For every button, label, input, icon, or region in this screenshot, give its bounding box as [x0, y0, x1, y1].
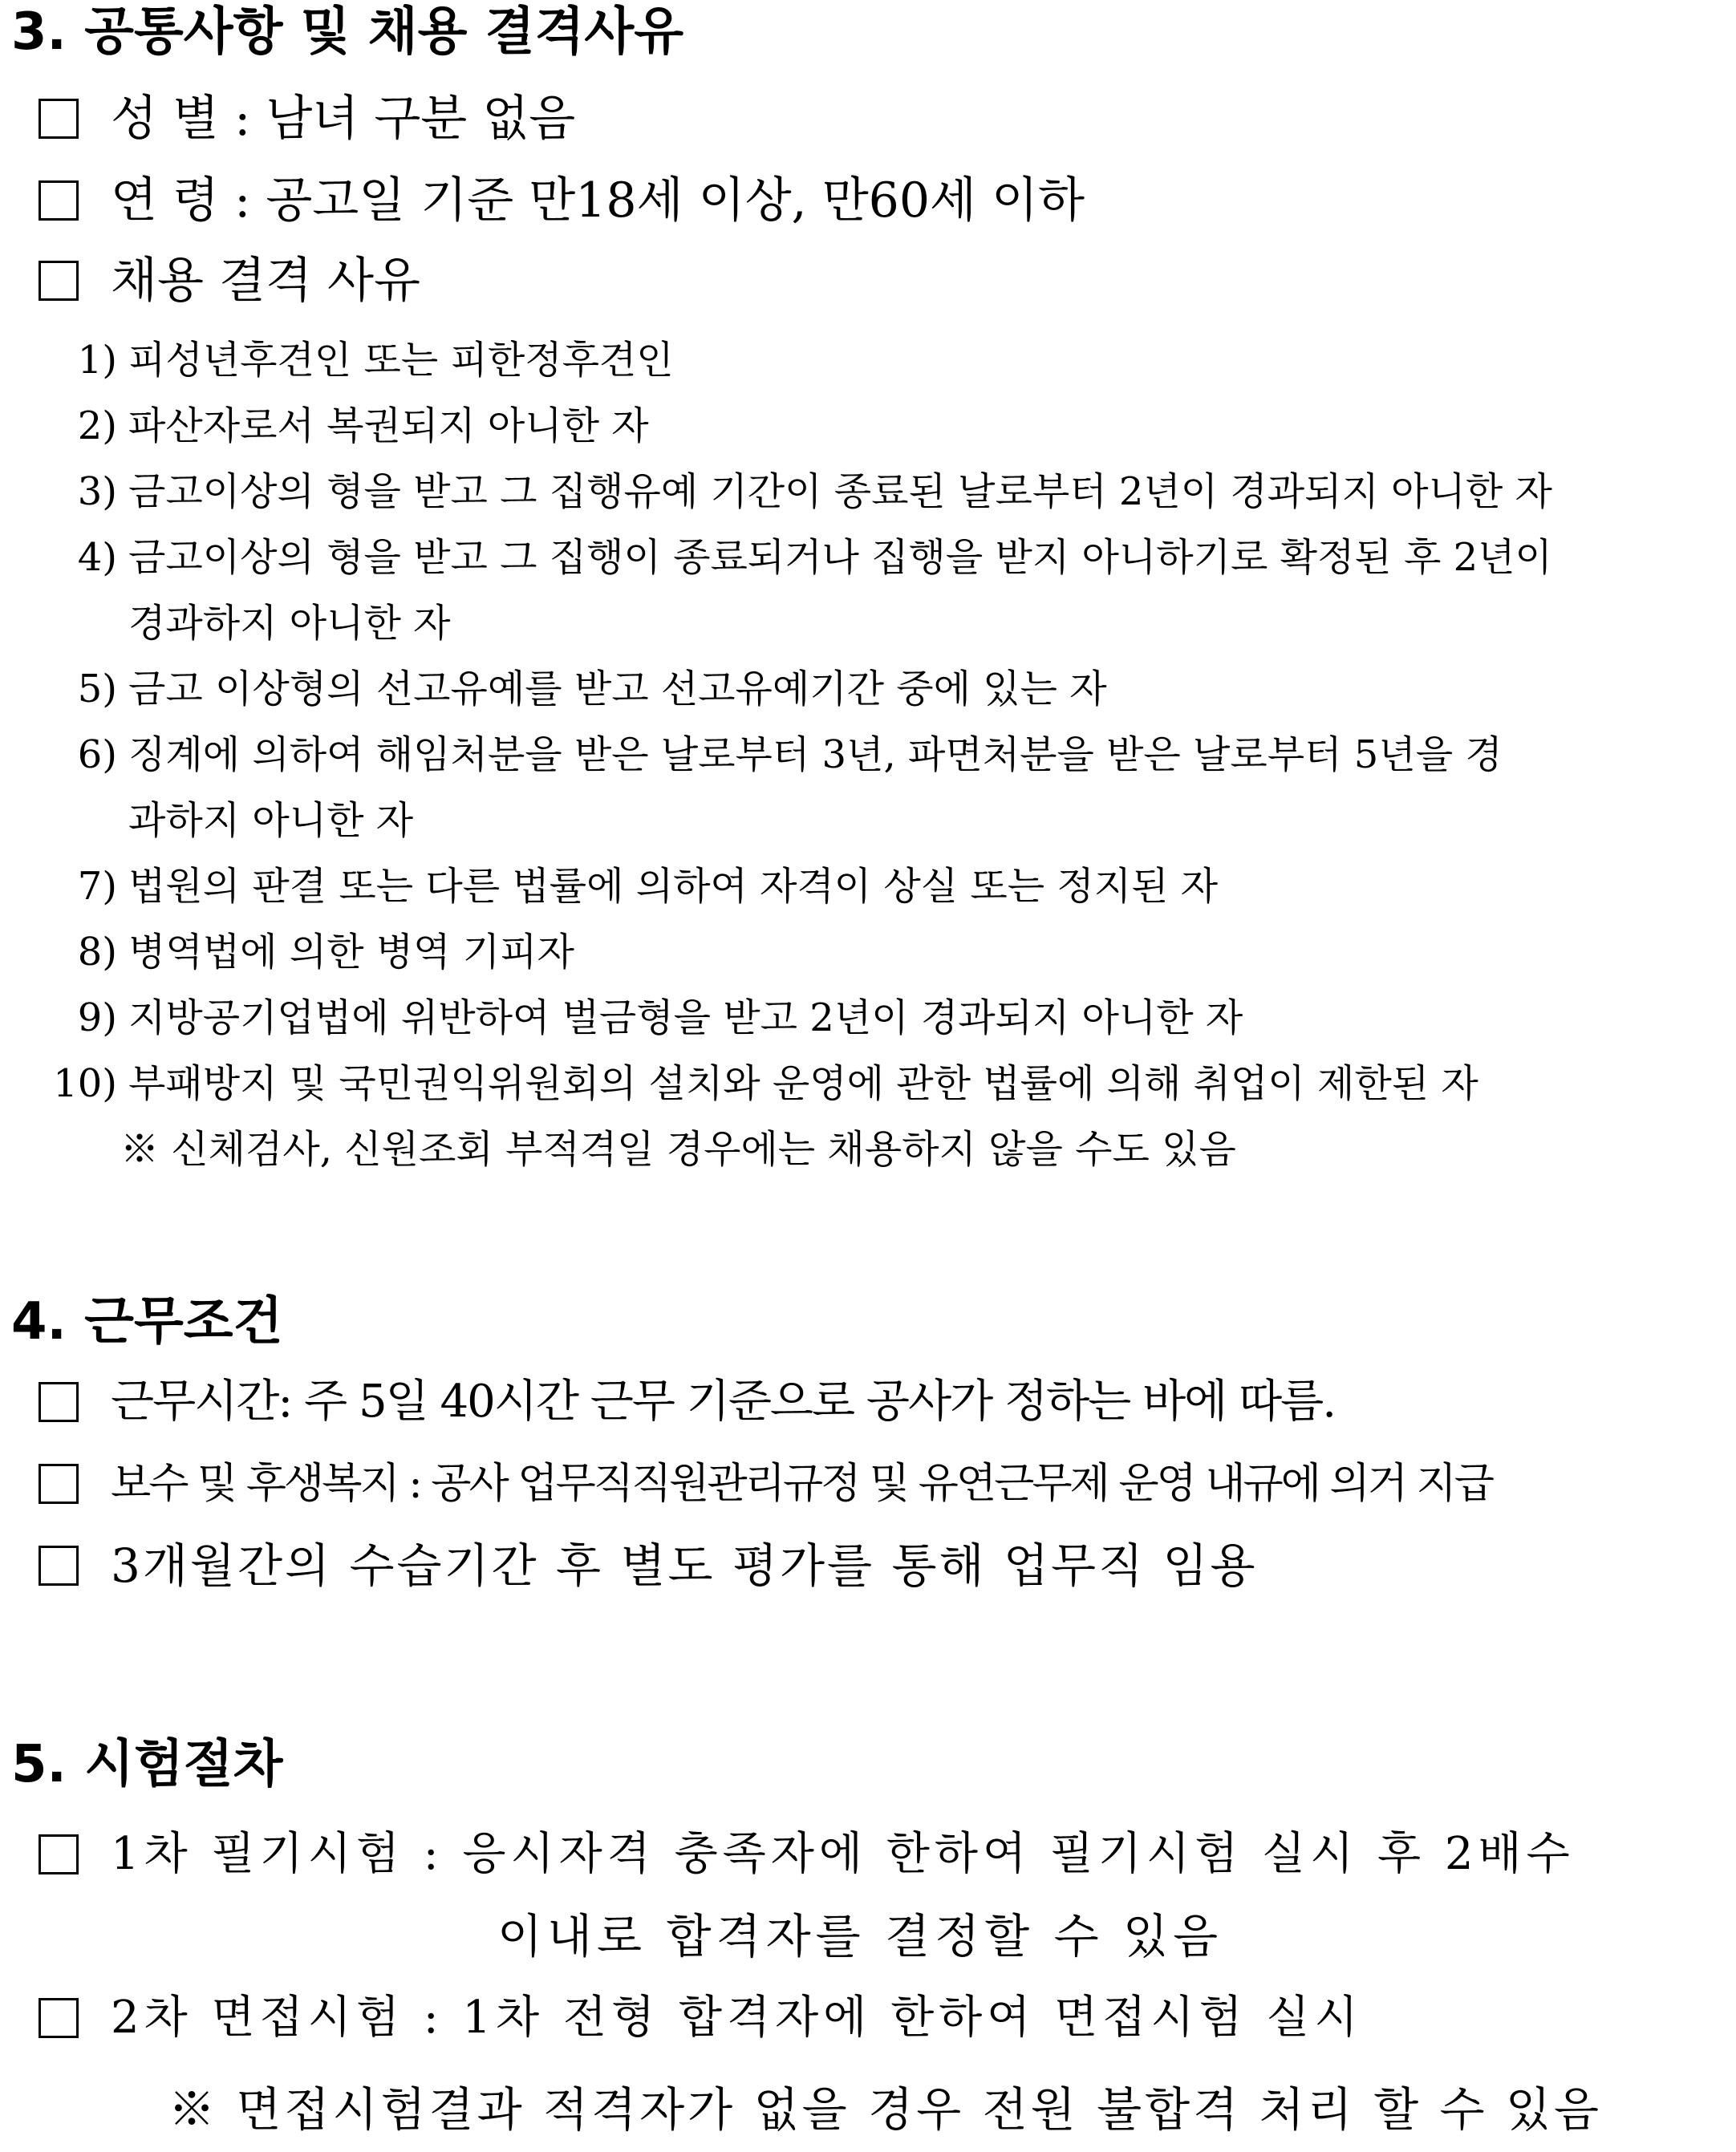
checkbox-icon: [39, 1382, 79, 1422]
list-item-text: 경과하지 아니한 자: [128, 601, 451, 646]
list-item-continuation: [128, 794, 413, 847]
section3-bullet-gender: [39, 87, 1643, 151]
list-item-text: 부패방지 및 국민권익위원회의 설치와 운영에 관한 법률에 의해 취업이 제한된 자: [128, 1061, 1478, 1106]
section5-bullet-written-test: [39, 1822, 1723, 1887]
checkbox-icon: [39, 180, 79, 221]
list-item-text: 지방공기업법에 위반하여 벌금형을 받고 2년이 경과되지 아니한 자: [128, 995, 1243, 1040]
list-item-text: 징계에 의하여 해임처분을 받은 날로부터 3년, 파면처분을 받은 날로부터 5년을 경: [128, 732, 1503, 777]
list-item-number: 9): [77, 995, 117, 1040]
list-item: [77, 728, 1503, 781]
list-item-text: 금고이상의 형을 받고 그 집행이 종료되거나 집행을 받지 아니하기로 확정된 후 2년이: [128, 535, 1552, 580]
list-item: [77, 399, 649, 452]
list-item-text: 금고이상의 형을 받고 그 집행유예 기간이 종료된 날로부터 2년이 경과되지 아니한 자: [128, 469, 1552, 514]
list-item-text: 병역법에 의한 병역 기피자: [128, 930, 574, 975]
list-item: [77, 926, 574, 979]
section4-heading: 4. 근무조건: [11, 1292, 283, 1352]
section3-bullet-disqualification: [39, 249, 1643, 313]
list-item-number: 7): [77, 864, 117, 909]
list-item-text: 과하지 아니한 자: [128, 798, 414, 843]
list-item-continuation: [128, 597, 450, 650]
list-item-number: 3): [77, 469, 117, 514]
list-item-number: 10): [53, 1061, 117, 1106]
section3-heading: 3. 공통사항 및 채용 결격사유: [11, 2, 684, 62]
list-item: [77, 860, 1219, 913]
list-item-text: 피성년후견인 또는 피한정후견인: [128, 338, 674, 383]
section4-bullet-probation: [39, 1534, 1723, 1598]
checkbox-icon: [39, 1998, 79, 2038]
section4-bullet-hours: [39, 1370, 1723, 1434]
list-item-number: 1): [77, 338, 117, 383]
list-item: [53, 1057, 1478, 1110]
section5-heading: 5. 시험절차: [11, 1735, 283, 1794]
bullet-text: 2차 면접시험 : 1차 전형 합격자에 한하여 면접시험 실시: [111, 1992, 1363, 2044]
checkbox-icon: [39, 1834, 79, 1874]
list-item-number: 5): [77, 667, 117, 711]
bullet-text: 1차 필기시험 : 응시자격 충족자에 한하여 필기시험 실시 후 2배수: [111, 1828, 1575, 1880]
checkbox-icon: [39, 99, 79, 139]
bullet-text: 성 별 : 남녀 구분 없음: [111, 91, 576, 147]
list-item-text: 법원의 판결 또는 다른 법률에 의하여 자격이 상실 또는 정지된 자: [128, 864, 1219, 909]
section5-bullet-interview: [39, 1986, 1723, 2050]
checkbox-icon: [39, 1464, 79, 1504]
section3-bullet-age: [39, 168, 1643, 233]
section5-bullet-written-test-continuation: 이내로 합격자를 결정할 수 있음: [497, 1909, 1223, 1964]
list-item: [77, 991, 1243, 1044]
checkbox-icon: [39, 1546, 79, 1586]
list-item: [77, 663, 1107, 715]
list-item: [77, 531, 1552, 584]
list-item-number: 8): [77, 930, 117, 975]
section5-note: ※ 면접시험결과 적격자가 없을 경우 전원 불합격 처리 할 수 있음: [168, 2082, 1603, 2137]
bullet-text: 연 령 : 공고일 기준 만18세 이상, 만60세 이하: [111, 172, 1085, 229]
list-item: [77, 334, 674, 387]
list-item-text: 금고 이상형의 선고유예를 받고 선고유예기간 중에 있는 자: [128, 667, 1107, 711]
list-item-number: 6): [77, 732, 117, 777]
checkbox-icon: [39, 261, 79, 301]
section3-note: ※ 신체검사, 신원조회 부적격일 경우에는 채용하지 않을 수도 있음: [120, 1127, 1236, 1172]
bullet-text: 보수 및 후생복지 : 공사 업무직직원관리규정 및 유연근무제 운영 내규에 의거 지급: [111, 1460, 1492, 1508]
bullet-text: 3개월간의 수습기간 후 별도 평가를 통해 업무직 임용: [111, 1538, 1258, 1593]
section4-bullet-pay: [39, 1452, 1723, 1516]
bullet-text: 채용 결격 사유: [111, 253, 420, 309]
list-item: [77, 465, 1552, 518]
list-item-number: 4): [77, 535, 117, 580]
bullet-text: 근무시간: 주 5일 40시간 근무 기준으로 공사가 정하는 바에 따름.: [111, 1376, 1336, 1428]
list-item-number: 2): [77, 403, 117, 448]
list-item-text: 파산자로서 복권되지 아니한 자: [128, 403, 649, 448]
